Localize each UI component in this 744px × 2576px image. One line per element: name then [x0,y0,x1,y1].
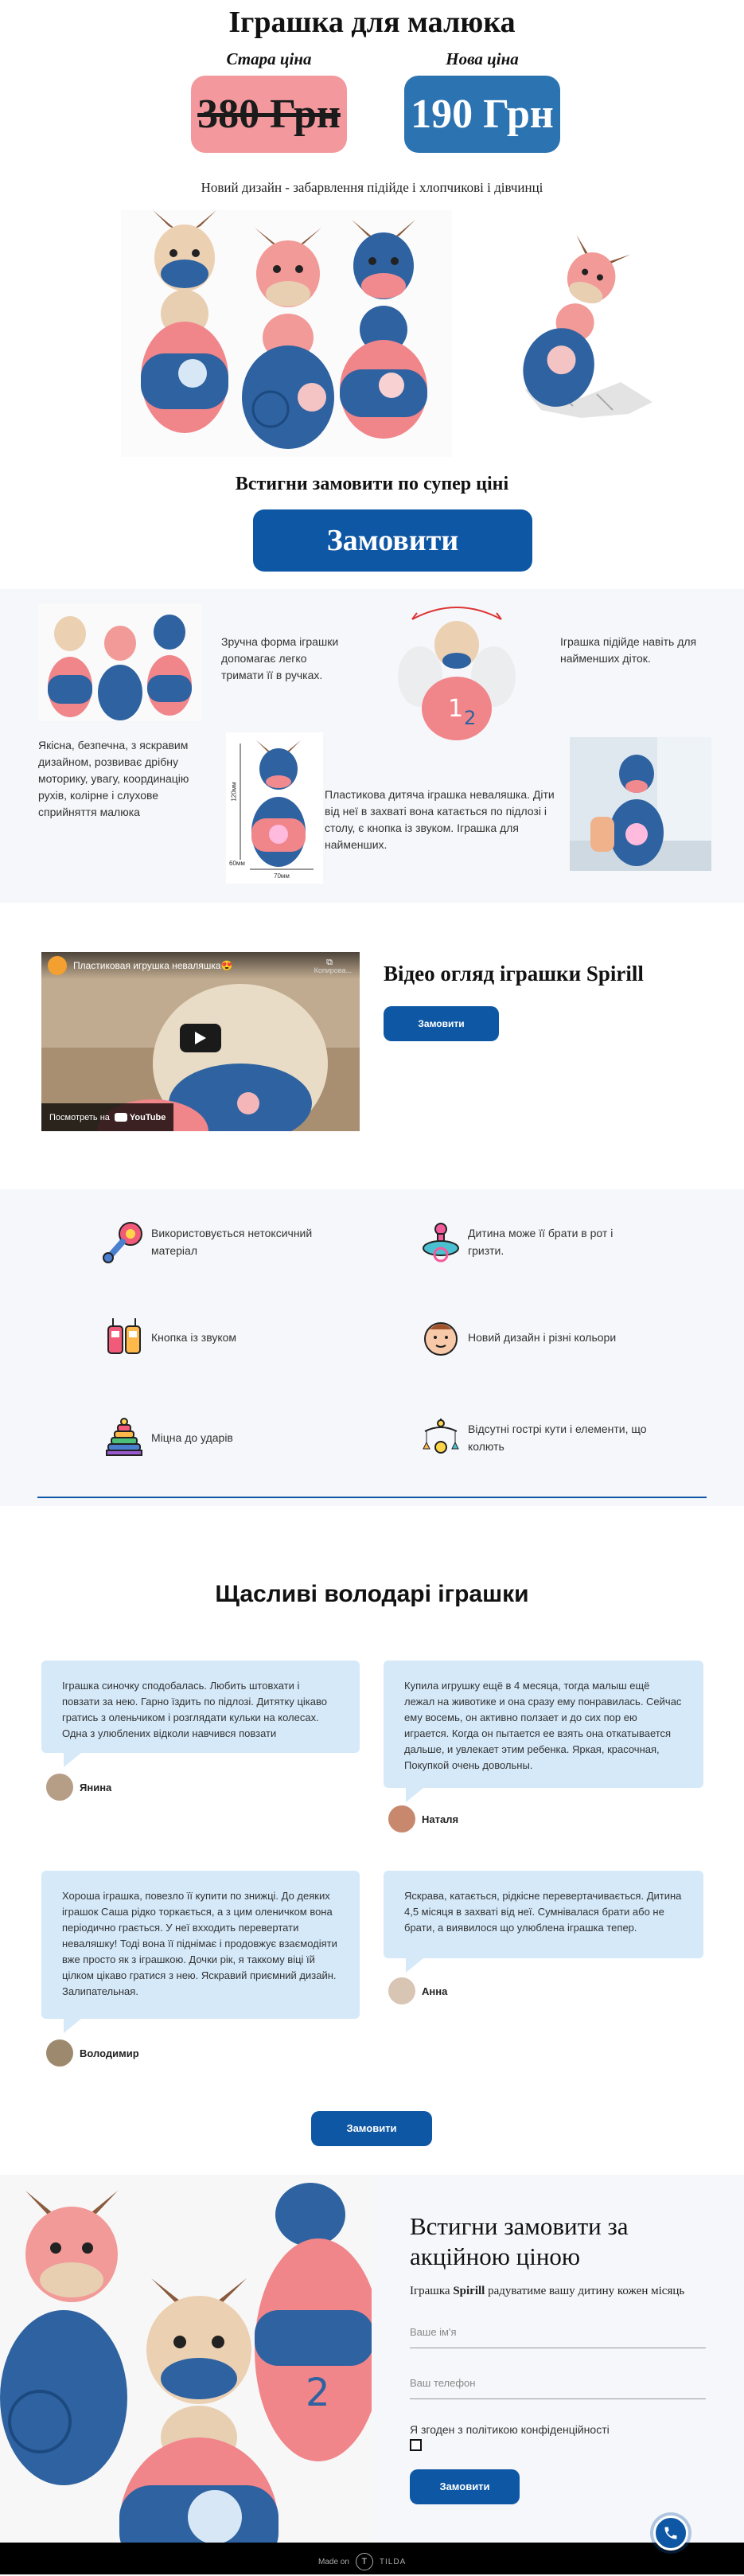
svg-text:1: 1 [448,695,464,723]
name-input[interactable] [410,2316,706,2348]
benefit-item [419,1315,651,1360]
svg-text:2: 2 [464,707,477,729]
copy-label[interactable]: Копирова... [314,966,352,974]
reviewer [46,2039,139,2067]
hero-cta-title: Встигни замовити по супер ціні [235,474,509,494]
benefit-item [102,1220,334,1264]
avatar [46,2039,73,2067]
toy-dimensions-photo [226,732,323,884]
pacifier-icon [419,1220,463,1264]
reviews-title: Щасливі володарі іграшки [215,1581,529,1607]
order-submit-button[interactable]: Замовити [410,2469,520,2504]
order-product-photo [0,2175,372,2543]
order-form-title: Встигни замовити за акційною ціною [410,2212,629,2270]
video-section-title: Відео огляд іграшки Spirill [384,962,644,986]
benefit-text: Використовується нетоксичний матеріал [151,1227,313,1257]
avatar [388,1805,415,1832]
reviewer-name: Анна [422,1985,448,1997]
feature-text-description: Пластикова дитяча іграшка неваляшка. Діти від неї в захваті вона катається по підлозі і столу, є кнопка із звуком. Іграшка для найменших. [325,788,555,851]
benefit-item [419,1415,651,1460]
benefit-text: Новий дизайн і різні кольори [468,1331,617,1344]
reviewer [388,1805,458,1832]
review-text: Купила игрушку ещё в 4 месяца, тогда малыш ещё лежал на животике и она сразу ему понравилась. Сейчас ему восемь, он активно ползает и до сих пор ею играется. Когда он пытается ее взять она откатывается дальше, и увлекает этим ребенка. Яркая, красочная, Покупкой очень довольны. [404,1680,682,1771]
benefit-text: Відсутні гострі кути і елементи, що колють [468,1423,647,1453]
hero-section [0,0,744,589]
mobile-toy-icon [419,1415,463,1460]
footer [0,2543,744,2574]
channel-avatar[interactable] [48,956,67,975]
toy-room-photo [570,737,711,871]
youtube-logo-text: YouTube [129,1112,166,1122]
features-section [0,589,744,903]
youtube-icon [115,1113,127,1122]
old-price: 380 Грн [191,76,347,153]
feature-text-quality: Якісна, безпечна, з яскравим дизайном, розвиває дрібну моторику, увагу, координацію рухів, колірне і слухове сприйняття малюка [38,739,189,818]
hero-product-photo [121,210,452,457]
reviewer [388,1977,447,2004]
new-price-label: Нова ціна [446,49,519,68]
benefit-text: Міцна до ударів [151,1431,233,1444]
hero-order-button[interactable]: Замовити [253,509,532,572]
old-price-label: Стара ціна [226,49,312,68]
review-text: Іграшка синочку сподобалась. Любить штовхати і повзати за нею. Гарно їздить по підлозі. Дитятку цікаво гратись з оленьчиком і розглядати кульки на колесах. Одна з улюблених відколи навчився повзати [62,1680,327,1739]
reviewer-name: Володимир [80,2047,139,2059]
review-text: Яскрава, катається, рідкісне перевертачивається. Дитина 4,5 місяця в захваті від неї. Сумнівалася брати або не брати, а виявилося що улюблена іграшка тепер. [404,1890,682,1934]
made-on-tilda[interactable] [318,2553,406,2570]
reviewer-name: Наталя [422,1813,459,1825]
call-button[interactable] [653,2516,688,2551]
pyramid-toy-icon [102,1415,146,1460]
copy-icon[interactable]: ⧉ [326,958,333,967]
video-order-button[interactable]: Замовити [384,1006,499,1041]
consent-checkbox[interactable] [410,2439,422,2451]
tilda-brand: TILDA [379,2557,407,2566]
consent-label: Я згоден з політикою конфіденційності [410,2423,610,2436]
phone-input[interactable] [410,2367,706,2399]
tilda-logo-icon: T [356,2553,373,2570]
benefit-item [419,1220,651,1264]
benefit-item [102,1415,334,1460]
baby-face-icon [419,1315,463,1360]
benefit-text: Кнопка із звуком [151,1331,237,1344]
svg-text:2: 2 [306,2371,330,2415]
page-title: Іграшка для малюка [228,6,516,39]
order-form-subtitle: Іграшка Spirill радуватиме вашу дитину кожен місяць [410,2285,685,2297]
reviewer [46,1774,111,1801]
section-divider [37,1497,707,1498]
walkie-talkie-icon [102,1315,146,1360]
play-button[interactable] [180,1024,221,1052]
video-section [0,903,744,1189]
feature-text-age: Іграшка підійде навіть для найменших діток. [560,635,697,665]
dimension-height: 120мм [230,782,238,802]
review-bubble [384,1871,703,1958]
review-bubble [384,1661,703,1788]
dimension-depth: 60мм [229,860,245,867]
rattle-icon [102,1220,146,1264]
video-player[interactable] [41,952,360,1131]
order-section [0,2175,744,2543]
play-icon [195,1032,206,1044]
phone-icon [663,2525,679,2541]
dimension-width: 70мм [274,872,290,880]
new-price: 190 Грн [404,76,560,153]
feature-text-shape: Зручна форма іграшки допомагає легко тримати її в ручках. [221,635,339,681]
benefit-text: Дитина може її брати в рот і гризти. [468,1227,614,1257]
reviewer-name: Янина [80,1781,112,1793]
hero-subtitle: Новий дизайн - забарвлення підійде і хлопчикові і дівчинці [201,180,543,195]
order-form-panel [372,2175,744,2543]
avatar [388,1977,415,2004]
made-on-label: Made on [318,2557,349,2566]
review-bubble [41,1871,360,2019]
video-player-title[interactable]: Пластиковая игрушка неваляшка😍 [73,960,233,971]
reviews-section [0,1506,744,2175]
reviews-order-button[interactable]: Замовити [311,2111,432,2146]
review-text: Хороша іграшка, повезло її купити по знижці. До деяких іграшок Саша рідко торкається, а з цим оленичком вона періодично грається. У неї вхходить перевертати неваляшку! Тоді вона її піднімає і продовжує взаємодіяти вже просто як з іграшкою. Дочки рік, я таккому віці їй цілком цікаво гратися з нею. Яскравий приємний дизайн. Залипательная. [62,1890,337,1997]
three-toys-photo [38,603,202,721]
review-bubble [41,1661,360,1753]
benefit-item [102,1315,334,1360]
avatar [46,1774,73,1801]
watch-on-youtube[interactable]: Посмотреть на YouTube [41,1103,173,1131]
benefits-section [0,1189,744,1506]
rocking-toy-photo [364,589,549,742]
toy-crack-photo [509,231,684,430]
